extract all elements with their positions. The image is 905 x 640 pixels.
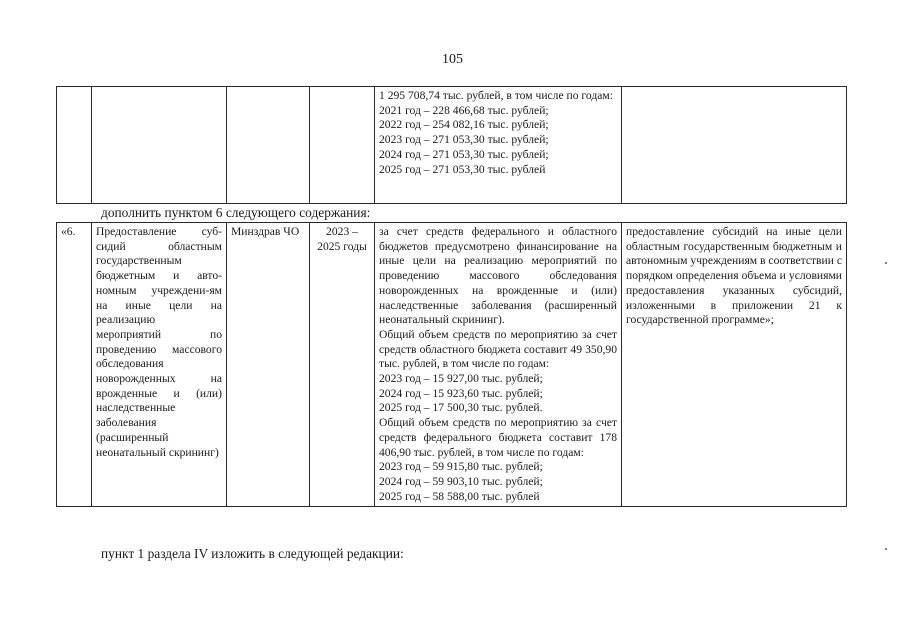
amendment-note: дополнить пунктом 6 следующего содержания:	[101, 205, 371, 220]
federal-year-line: 2024 год – 59 903,10 тыс. рублей;	[379, 474, 543, 488]
scan-speck	[885, 262, 887, 264]
regional-year-line: 2023 год – 15 927,00 тыс. рублей;	[379, 372, 543, 386]
page-number: 105	[442, 52, 463, 67]
cell-period: 2023 – 2025 годы	[310, 223, 375, 507]
amendment-note: пункт 1 раздела IV изложить в следующей редакции:	[101, 546, 404, 561]
funding-year-line: 2021 год – 228 466,68 тыс. рублей;	[379, 103, 549, 117]
funding-total-line: 1 295 708,74 тыс. рублей, в том числе по годам:	[379, 89, 613, 102]
table-item-6	[56, 222, 847, 507]
federal-total: Общий объем средств по мероприятию за счет средств федерального бюджета составит 178 406,90 тыс. рублей, в том числе по годам:	[379, 416, 617, 459]
funding-year-line: 2025 год – 271 053,30 тыс. рублей	[379, 162, 546, 176]
cell-title: Предоставление суб-сидий областным государственным бюджетным и авто-номным учреждени-ям на иные цели на реализацию мероприятий по проведению массового обследования новорожденных на врожденные и (или) наследственные заболевания (расширенный неонатальный скрининг)	[92, 223, 227, 507]
cell-funding	[375, 87, 622, 204]
regional-total: Общий объем средств по мероприятию за счет средств областного бюджета составит 49 350,90 тыс. рублей, в том числе по годам:	[379, 327, 617, 371]
federal-year-line: 2023 год – 59 915,80 тыс. рублей;	[379, 460, 543, 474]
cell-number: «6.	[57, 223, 92, 507]
funding-intro: за счет средств федерального и областного бюджетов предусмотрено финансирование на иные цели на реализацию мероприятий по проведению массового обследования новорожденных на врожденные и (или) наследственные заболевания (расширенный неонатальный скрининг).	[379, 225, 617, 327]
scan-speck	[885, 548, 887, 550]
regional-year-line: 2024 год – 15 923,60 тыс. рублей;	[379, 386, 543, 400]
cell-title	[92, 87, 227, 204]
funding-year-line: 2024 год – 271 053,30 тыс. рублей;	[379, 147, 549, 161]
cell-number	[57, 87, 92, 204]
cell-executor	[227, 87, 310, 204]
cell-result: предоставление субсидий на иные цели областным государственным бюджетным и автономным учреждениям в соответствии с порядком определения объема и условиями предоставления указанных субсидий, изложенными в приложении 21 к государственной программе»;	[622, 223, 847, 507]
table-row	[57, 223, 847, 507]
cell-executor: Минздрав ЧО	[227, 223, 310, 507]
funding-year-line: 2023 год – 271 053,30 тыс. рублей;	[379, 133, 549, 147]
table-row	[57, 87, 847, 204]
cell-result	[622, 87, 847, 204]
regional-year-line: 2025 год – 17 500,30 тыс. рублей.	[379, 401, 543, 415]
federal-year-line: 2025 год – 58 588,00 тыс. рублей	[379, 489, 540, 503]
cell-funding	[375, 223, 622, 507]
funding-year-line: 2022 год – 254 082,16 тыс. рублей;	[379, 118, 549, 132]
cell-period	[310, 87, 375, 204]
table-continuation	[56, 86, 847, 204]
